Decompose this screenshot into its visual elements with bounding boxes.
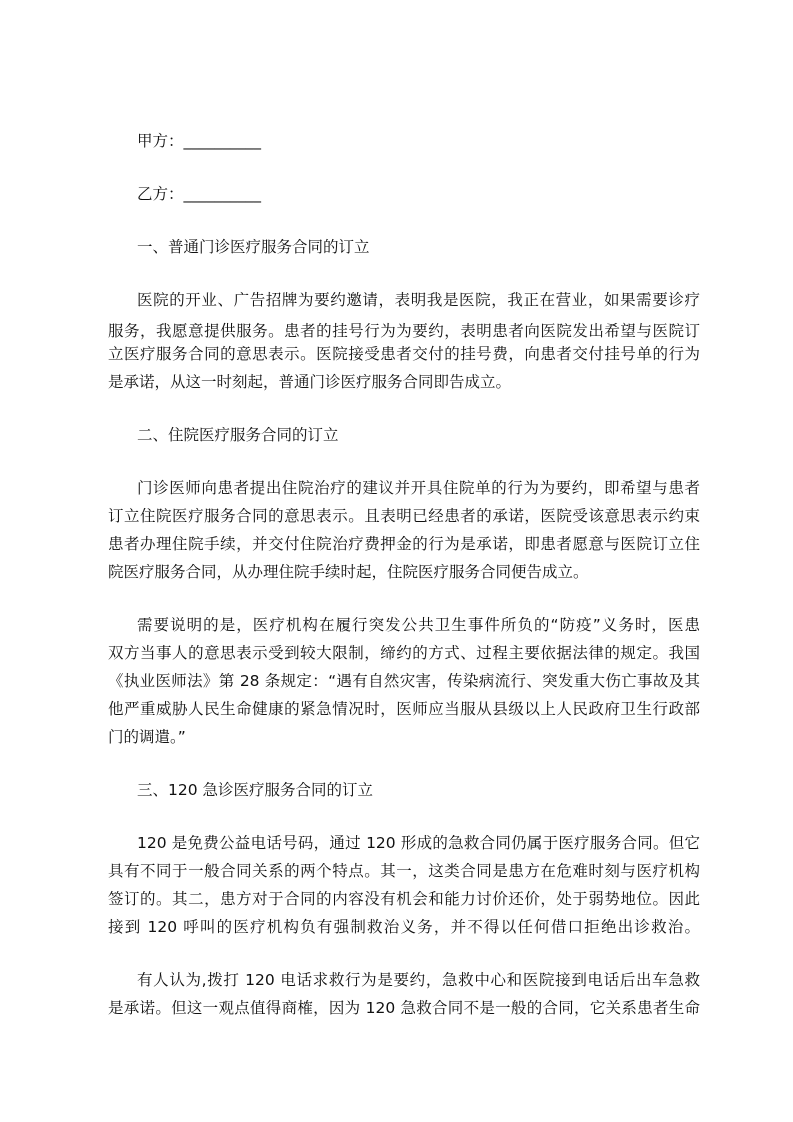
section-3-p1-line: 签订的。其二，患方对于合同的内容没有机会和能力讨价还价，处于弱势地位。因此 [108,890,700,908]
section-2-p1-line: 患者办理住院手续，并交付住院治疗费押金的行为是承诺，即患者愿意与医院订立住 [108,535,700,553]
section-3-p1-line: 接到 120 呼叫的医疗机构负有强制救治义务，并不得以任何借口拒绝出诊救治。 [108,918,700,936]
section-2-p1-line: 院医疗服务合同，从办理住院手续时起，住院医疗服务合同便告成立。 [108,563,589,581]
party-b-line: 乙方：__________ [137,185,262,203]
section-3-p1-line: 具有不同于一般合同关系的两个特点。其一，这类合同是患方在危难时刻与医疗机构 [108,862,700,880]
section-3-p2-line: 是承诺。但这一观点值得商榷，因为 120 急救合同不是一般的合同，它关系患者生命 [108,999,700,1017]
section-3-p2-line: 有人认为,拨打 120 电话求救行为是要约，急救中心和医院接到电话后出车急救 [137,971,700,989]
section-1-line: 是承诺，从这一时刻起，普通门诊医疗服务合同即告成立。 [108,373,512,391]
section-2-p1-line: 订立住院医疗服务合同的意思表示。且表明已经患者的承诺，医院受该意思表示约束 [108,507,700,525]
section-3-heading: 三、120 急诊医疗服务合同的订立 [137,781,374,799]
section-2-p2-line: 双方当事人的意思表示受到较大限制，缔约的方式、过程主要依据法律的规定。我国 [108,644,700,662]
section-2-p2-line: 需要说明的是，医疗机构在履行突发公共卫生事件所负的“防疫”义务时，医患 [137,616,700,634]
section-1-line: 立医疗服务合同的意思表示。医院接受患者交付的挂号费，向患者交付挂号单的行为 [108,345,700,363]
section-2-p1-line: 门诊医师向患者提出住院治疗的建议并开具住院单的行为为要约，即希望与患者 [137,479,700,497]
party-a-line: 甲方：__________ [137,132,262,150]
section-2-p2-line: 他严重威胁人民生命健康的紧急情况时，医师应当服从县级以上人民政府卫生行政部 [108,700,700,718]
section-2-heading: 二、住院医疗服务合同的订立 [137,426,339,444]
section-2-p2-line: 《执业医师法》第 28 条规定：“遇有自然灾害，传染病流行、突发重大伤亡事故及其 [108,672,700,690]
section-1-heading: 一、普通门诊医疗服务合同的订立 [137,238,370,256]
section-3-p1-line: 120 是免费公益电话号码，通过 120 形成的急救合同仍属于医疗服务合同。但它 [137,834,700,852]
section-2-p2-line: 门的调遣。” [108,728,186,746]
section-1-line: 服务，我愿意提供服务。患者的挂号行为为要约，表明患者向医院发出希望与医院订 [108,322,700,340]
section-1-line: 医院的开业、广告招牌为要约邀请，表明我是医院，我正在营业，如果需要诊疗 [137,291,700,309]
